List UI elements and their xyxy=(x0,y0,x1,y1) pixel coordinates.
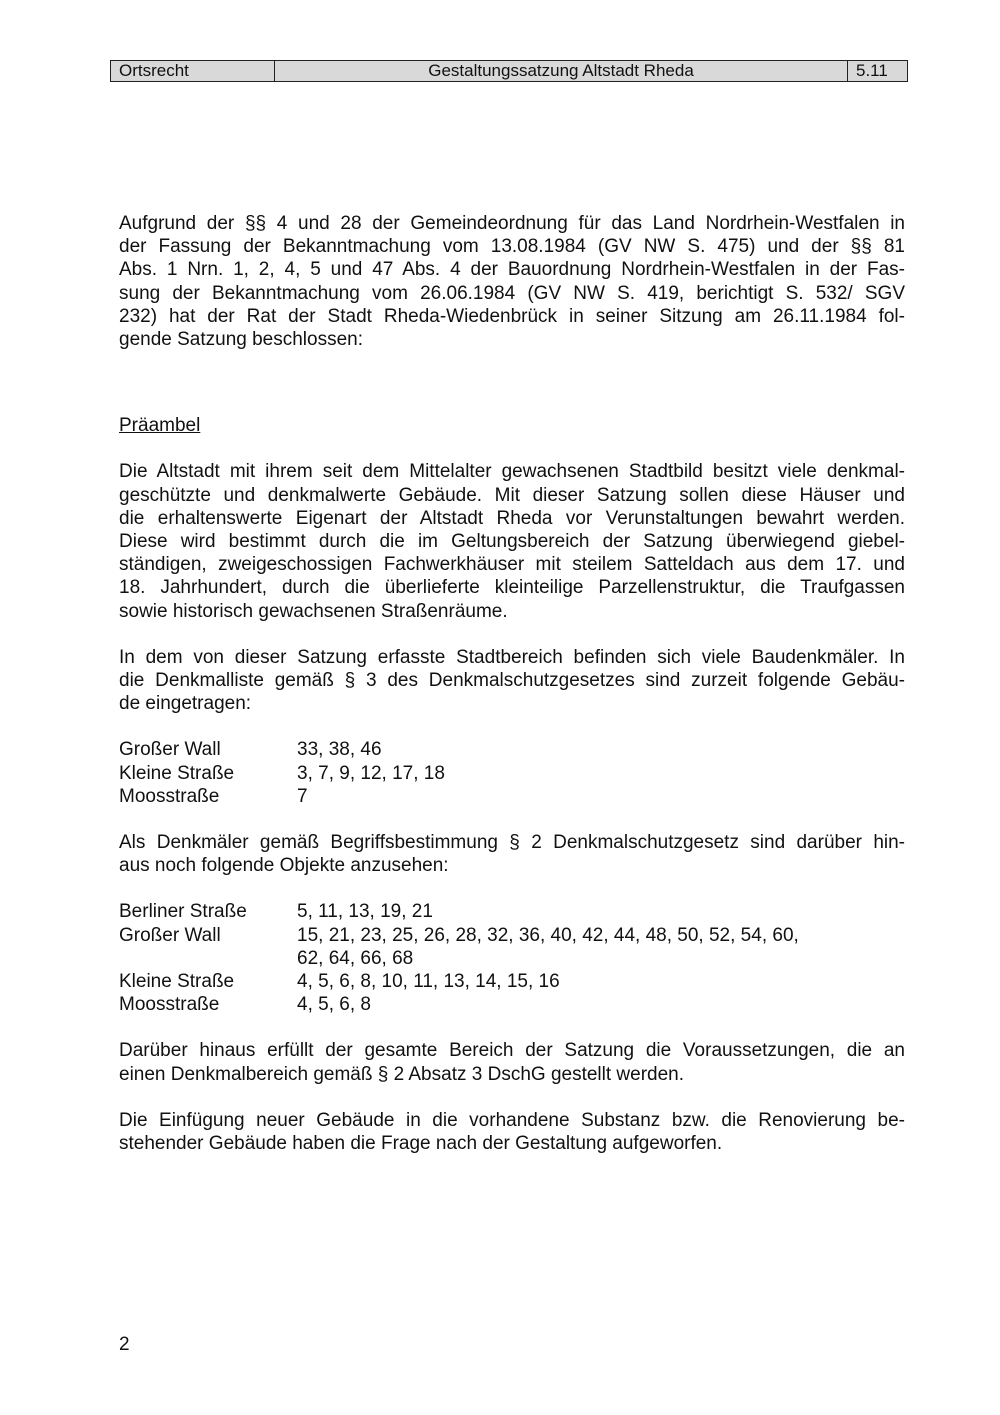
intro-line: Aufgrund der §§ 4 und 28 der Gemeindeordnung für das Land Nordrhein-Westfalen in xyxy=(119,213,905,234)
preamble-paragraph-5 xyxy=(119,1109,905,1155)
monument-list-additional xyxy=(119,900,905,1016)
paragraph-line: aus noch folgende Objekte anzusehen: xyxy=(119,855,449,877)
preamble-paragraph-2 xyxy=(119,646,905,716)
house-numbers: 5, 11, 13, 19, 21 xyxy=(297,901,433,923)
paragraph-line: Die Altstadt mit ihrem seit dem Mittelalter gewachsenen Stadtbild besitzt viele denkmal- xyxy=(119,461,905,483)
house-numbers-line: 15, 21, 23, 25, 26, 28, 32, 36, 40, 42, 44, 48, 50, 52, 54, 60, xyxy=(297,924,799,946)
preamble-paragraph-1 xyxy=(119,460,905,622)
list-item xyxy=(119,785,905,808)
house-numbers: 3, 7, 9, 12, 17, 18 xyxy=(297,762,445,784)
paragraph-line: Die Einfügung neuer Gebäude in die vorhandene Substanz bzw. die Renovierung be- xyxy=(119,1109,905,1131)
street-name: Großer Wall xyxy=(119,924,221,946)
street-name: Moosstraße xyxy=(119,994,220,1016)
house-numbers: 4, 5, 6, 8, 10, 11, 13, 14, 15, 16 xyxy=(297,971,560,993)
intro-line: der Fassung der Bekanntmachung vom 13.08.1984 (GV NW S. 475) und der §§ 81 xyxy=(119,236,905,258)
preamble-paragraph-4 xyxy=(119,1039,905,1085)
paragraph-line: 18. Jahrhundert, durch die überlieferte kleinteilige Parzellenstruktur, die Traufgassen xyxy=(119,577,905,599)
paragraph-line: Diese wird bestimmt durch die im Geltungsbereich der Satzung überwiegend giebel- xyxy=(119,531,905,553)
document-body xyxy=(119,212,905,1155)
list-item xyxy=(119,924,905,970)
paragraph-line: In dem von dieser Satzung erfasste Stadtbereich befinden sich viele Baudenkmäler. In xyxy=(119,646,905,668)
street-name: Kleine Straße xyxy=(119,971,235,993)
intro-line: sung der Bekanntmachung vom 26.06.1984 (GV NW S. 419, berichtigt S. 532/ SGV xyxy=(119,282,905,304)
preamble-paragraph-3 xyxy=(119,831,905,877)
house-numbers: 4, 5, 6, 8 xyxy=(297,994,371,1016)
document-header xyxy=(110,60,908,82)
paragraph-line: de eingetragen: xyxy=(119,693,252,715)
paragraph-line: die Denkmalliste gemäß § 3 des Denkmalschutzgesetzes sind zurzeit folgende Gebäu- xyxy=(119,670,905,692)
paragraph-line: stehender Gebäude haben die Frage nach der Gestaltung aufgeworfen. xyxy=(119,1133,723,1155)
list-item xyxy=(119,738,905,761)
paragraph-line: Darüber hinaus erfüllt der gesamte Bereich der Satzung die Voraussetzungen, die an xyxy=(119,1040,905,1062)
intro-paragraph xyxy=(119,212,905,351)
monument-list-registered xyxy=(119,738,905,808)
street-name: Berliner Straße xyxy=(119,901,247,923)
street-name: Moosstraße xyxy=(119,785,220,807)
header-section: Ortsrecht xyxy=(111,61,275,81)
paragraph-line: einen Denkmalbereich gemäß § 2 Absatz 3 DschG gestellt werden. xyxy=(119,1063,685,1085)
header-title: Gestaltungssatzung Altstadt Rheda xyxy=(275,61,848,81)
list-item xyxy=(119,900,905,923)
intro-line: Abs. 1 Nrn. 1, 2, 4, 5 und 47 Abs. 4 der Bauordnung Nordrhein-Westfalen in der Fas- xyxy=(119,259,905,281)
house-numbers xyxy=(297,924,905,970)
list-item xyxy=(119,970,905,993)
list-item xyxy=(119,993,905,1016)
intro-line: 232) hat der Rat der Stadt Rheda-Wiedenbrück in seiner Sitzung am 26.11.1984 fol- xyxy=(119,305,905,327)
house-numbers-line: 62, 64, 66, 68 xyxy=(297,947,414,969)
paragraph-line: geschützte und denkmalwerte Gebäude. Mit dieser Satzung sollen diese Häuser und xyxy=(119,484,905,506)
page-number: 2 xyxy=(119,1334,130,1355)
paragraph-line: ständigen, zweigeschossigen Fachwerkhäuser mit steilem Satteldach aus dem 17. und xyxy=(119,554,905,576)
house-numbers: 7 xyxy=(297,785,308,807)
header-number: 5.11 xyxy=(856,61,888,80)
paragraph-line: die erhaltenswerte Eigenart der Altstadt Rheda vor Verunstaltungen bewahrt werden. xyxy=(119,507,905,529)
house-numbers: 33, 38, 46 xyxy=(297,739,382,761)
street-name: Großer Wall xyxy=(119,739,221,761)
preamble-heading: Präambel xyxy=(119,415,201,437)
paragraph-line: sowie historisch gewachsenen Straßenräume. xyxy=(119,600,508,622)
intro-line: gende Satzung beschlossen: xyxy=(119,329,364,351)
list-item xyxy=(119,762,905,785)
street-name: Kleine Straße xyxy=(119,762,235,784)
paragraph-line: Als Denkmäler gemäß Begriffsbestimmung § 2 Denkmalschutzgesetz sind darüber hin- xyxy=(119,832,905,854)
